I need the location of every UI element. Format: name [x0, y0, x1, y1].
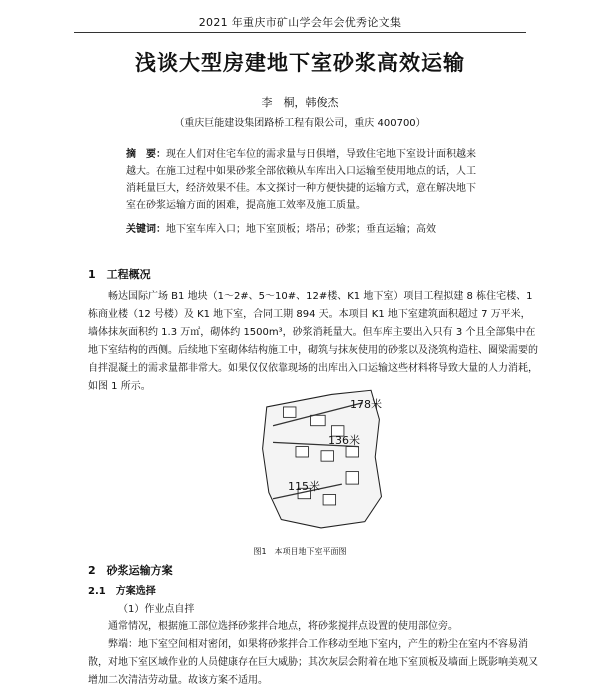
- building-block: [323, 495, 336, 505]
- section2-heading: 2 砂浆运输方案: [88, 564, 173, 577]
- figure-label-115: 115米: [288, 480, 320, 493]
- keywords: [126, 220, 480, 235]
- building-block: [311, 415, 326, 425]
- section2-paragraph-1: 通常情况，根据施工部位选择砂浆拌合地点，将砂浆搅拌点设置的使用部位旁。: [108, 621, 458, 632]
- paper-affiliation: （重庆巨能建设集团路桥工程有限公司，重庆 400700）: [174, 118, 426, 129]
- figure-label-136: 136米: [328, 434, 360, 447]
- section2-1-heading: 2.1 方案选择: [88, 586, 156, 597]
- keywords-text: 地下室车库入口；地下室顶板；塔吊；砂浆；垂直运输；高效: [166, 224, 436, 235]
- keywords-label: 关键词：: [126, 224, 166, 235]
- section2-item-1: （1）作业点自拌: [118, 604, 195, 615]
- building-block: [321, 451, 334, 461]
- abstract-label: 摘 要：: [126, 149, 166, 160]
- building-block: [346, 472, 359, 485]
- abstract: [126, 146, 480, 214]
- section2-paragraph-2: 弊端：地下室空间相对密闭，如果将砂浆拌合工作移动至地下室内，产生的粉尘在室内不容易消散，对地下室区域作业的人员健康存在巨大威胁；其次灰层会附着在地下室顶板及墙面上既影响美观又增加二次清洁劳动量。故该方案不适用。: [88, 639, 538, 686]
- building-block: [283, 407, 296, 417]
- header-divider: [74, 32, 526, 33]
- building-block: [296, 447, 309, 457]
- building-block: [346, 447, 359, 457]
- abstract-text: 现在人们对住宅车位的需求量与日俱增，导致住宅地下室设计面积越来越大。在施工过程中如果砂浆全部依赖从车库出入口运输至使用地点的话，人工消耗量巨大，经济效果不佳。本文探讨一种方便快捷的运输方式，意在解决地下室在砂浆运输方面的困难，提高施工效率及施工质量。: [126, 149, 476, 211]
- paper-authors: 李 桐，韩俊杰: [261, 96, 339, 109]
- figure-label-178: 178米: [350, 398, 382, 411]
- running-header: 2021 年重庆市矿山学会年会优秀论文集: [198, 16, 402, 29]
- paper-title: 浅谈大型房建地下室砂浆高效运输: [135, 51, 465, 75]
- section1-heading: 1 工程概况: [88, 268, 151, 281]
- figure1-caption: 图1 本项目地下室平面图: [253, 547, 347, 556]
- section1-paragraph: 畅达国际广场 B1 地块（1～2#、5～10#、12#楼、K1 地下室）项目工程拟建 8 栋住宅楼、1 栋商业楼（12 号楼）及 K1 地下室，合同工期 894 天。本项目 K1 地下室建筑面积超过 7 万平米，墙体抹灰面积约 1.3 万㎡，砌体约 1500m³，砂浆消耗量大。但车库主要出入只有 3 个且全部集中在地下室结构的西侧。后续地下室砌体结构施工中，砌筑与抹灰使用的砂浆以及浇筑构造柱、圈梁需要的自拌混凝土的需求量都非常大。如果仅仅依靠现场的出库出入口运输这些材料将导致大量的人力消耗，如图 1 所示。: [88, 291, 538, 392]
